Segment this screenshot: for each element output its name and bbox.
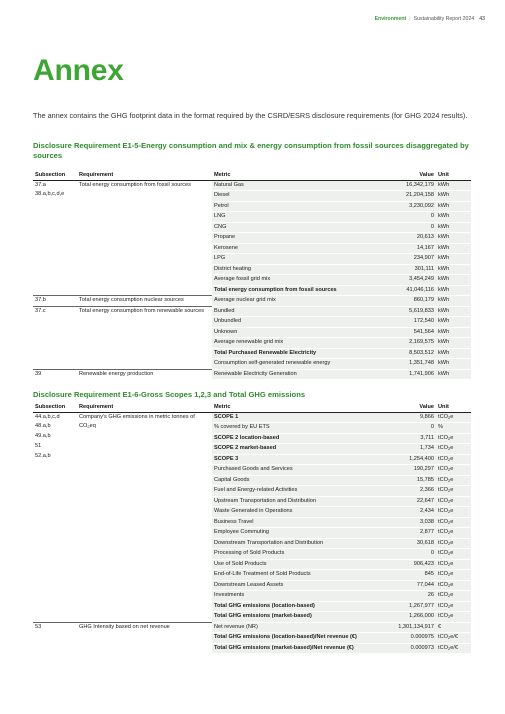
value-cell: 2,877 — [376, 528, 436, 539]
metric-cell: Consumption self-generated renewable energy — [212, 359, 376, 370]
value-cell: 9,866 — [376, 412, 436, 423]
subsection-code: 37.a — [35, 181, 46, 188]
e15-section-title: Disclosure Requirement E1-5-Energy consumption and mix & energy consumption from fossil sources disaggregated by sources — [33, 141, 469, 160]
subsection-cell — [33, 296, 77, 307]
col-value: Value — [376, 170, 436, 180]
value-cell: 41,046,116 — [376, 285, 436, 296]
unit-cell: kWh — [436, 317, 471, 328]
page-header — [375, 16, 485, 22]
unit-cell: kWh — [436, 180, 471, 191]
metric-cell: Downstream Leased Assets — [212, 580, 376, 591]
e16-section-title: Disclosure Requirement E1-6-Gross Scopes 1,2,3 and Total GHG emissions — [33, 390, 306, 399]
col-subsection: Subsection — [33, 170, 77, 180]
subsection-code: 52.a,b — [35, 453, 51, 460]
value-cell: 30,618 — [376, 538, 436, 549]
e16-table — [33, 402, 471, 654]
col-metric: Metric — [212, 170, 376, 180]
table-row — [33, 412, 471, 423]
unit-cell: tCO$_2$e — [436, 454, 471, 465]
metric-cell: Total GHG emissions (location-based)/Net revenue (€) — [212, 633, 376, 644]
metric-cell: CNG — [212, 222, 376, 233]
e16-header-row — [33, 402, 471, 412]
value-cell: 8,503,512 — [376, 348, 436, 359]
metric-cell: Use of Sold Products — [212, 559, 376, 570]
subsection-code: 37.b — [35, 297, 46, 303]
unit-cell: tCO$_2$e — [436, 496, 471, 507]
value-cell: 860,179 — [376, 296, 436, 307]
e15-table — [33, 170, 471, 380]
value-cell: 845 — [376, 570, 436, 581]
unit-cell: % — [436, 423, 471, 434]
requirement-cell: Company's GHG emissions in metric tonnes of $CO_2eq$ — [79, 413, 195, 429]
unit-cell: kWh — [436, 233, 471, 244]
metric-cell: Total energy consumption from fossil sources — [212, 285, 376, 296]
unit-cell: kWh — [436, 201, 471, 212]
subsection-code: 39 — [35, 370, 42, 377]
metric-cell: Unbundled — [212, 317, 376, 328]
value-cell: 0 — [376, 549, 436, 560]
value-cell: 20,613 — [376, 233, 436, 244]
value-cell: 906,423 — [376, 559, 436, 570]
unit-cell: tCO$_2$e — [436, 412, 471, 423]
subsection-code: 51 — [35, 443, 42, 450]
metric-cell: Propane — [212, 233, 376, 244]
metric-cell: Renewable Electricity Generation — [212, 369, 376, 380]
value-cell: 14,167 — [376, 243, 436, 254]
subsection-cell — [33, 622, 77, 654]
metric-cell: Processing of Sold Products — [212, 549, 376, 560]
page-number: 43 — [479, 16, 485, 22]
metric-cell: Average renewable grid mix — [212, 338, 376, 349]
requirement-cell: Total energy consumption nuclear sources — [77, 296, 212, 307]
metric-cell: SCOPE 1 — [212, 412, 376, 423]
unit-cell: kWh — [436, 306, 471, 317]
unit-cell: kWh — [436, 338, 471, 349]
metric-cell: LNG — [212, 212, 376, 223]
value-cell: 3,230,092 — [376, 201, 436, 212]
value-cell: 3,038 — [376, 517, 436, 528]
unit-cell: tCO$_2$e — [436, 570, 471, 581]
value-cell: 1,351,748 — [376, 359, 436, 370]
metric-cell: Downstream Transportation and Distribution — [212, 538, 376, 549]
value-cell: 77,044 — [376, 580, 436, 591]
subsection-cell — [33, 412, 77, 622]
value-cell: 5,619,833 — [376, 306, 436, 317]
unit-cell: kWh — [436, 222, 471, 233]
unit-cell: kWh — [436, 369, 471, 380]
subsection-code: 37.c — [35, 307, 46, 314]
metric-cell: Capital Goods — [212, 475, 376, 486]
table-row — [33, 369, 471, 380]
unit-cell: tCO$_2$e — [436, 580, 471, 591]
value-cell: 0.000975 — [376, 633, 436, 644]
value-cell: 1,254,400 — [376, 454, 436, 465]
value-cell: 26 — [376, 591, 436, 602]
metric-cell: LPG — [212, 254, 376, 265]
value-cell: 1,267,977 — [376, 601, 436, 612]
col-unit: Unit — [436, 402, 471, 412]
unit-cell: kWh — [436, 296, 471, 307]
metric-cell: Net revenue (NR) — [212, 622, 376, 633]
unit-cell: tCO$_2$e/€ — [436, 633, 471, 644]
metric-cell: District heating — [212, 264, 376, 275]
subsection-cell — [33, 180, 77, 296]
value-cell: 1,734 — [376, 444, 436, 455]
value-cell: 2,169,575 — [376, 338, 436, 349]
unit-cell: kWh — [436, 285, 471, 296]
metric-cell: % covered by EU ETS — [212, 423, 376, 434]
requirement-cell: Renewable energy production — [77, 369, 212, 380]
requirement-cell: GHG Intensity based on net revenue — [77, 622, 212, 654]
metric-cell: SCOPE 2 market-based — [212, 444, 376, 455]
metric-cell: Diesel — [212, 191, 376, 202]
metric-cell: Investments — [212, 591, 376, 602]
value-cell: 541,564 — [376, 327, 436, 338]
unit-cell: tCO$_2$e — [436, 538, 471, 549]
value-cell: 2,366 — [376, 486, 436, 497]
metric-cell: SCOPE 2 location-based — [212, 433, 376, 444]
value-cell: 234,907 — [376, 254, 436, 265]
unit-cell: tCO$_2$e — [436, 601, 471, 612]
subsection-code: 53 — [35, 623, 42, 630]
value-cell: 1,266,000 — [376, 612, 436, 623]
metric-cell: Fuel and Energy-related Activities — [212, 486, 376, 497]
header-report: Sustainability Report 2024 — [413, 16, 475, 22]
metric-cell: Total Purchased Renewable Electricity — [212, 348, 376, 359]
subsection-code: 49.a,b — [35, 433, 51, 440]
requirement-cell: Total energy consumption from renewable sources — [77, 306, 212, 369]
metric-cell: Natural Gas — [212, 180, 376, 191]
value-cell: 3,454,249 — [376, 275, 436, 286]
unit-cell: kWh — [436, 327, 471, 338]
value-cell: 22,647 — [376, 496, 436, 507]
col-subsection: Subsection — [33, 402, 77, 412]
value-cell: 0 — [376, 423, 436, 434]
unit-cell: kWh — [436, 191, 471, 202]
unit-cell: tCO$_2$e — [436, 465, 471, 476]
metric-cell: Upstream Transportation and Distribution — [212, 496, 376, 507]
metric-cell: Kerosene — [212, 243, 376, 254]
unit-cell: tCO$_2$e — [436, 444, 471, 455]
metric-cell: Total GHG emissions (market-based)/Net revenue (€) — [212, 643, 376, 654]
unit-cell: kWh — [436, 254, 471, 265]
col-metric: Metric — [212, 402, 376, 412]
metric-cell: Total GHG emissions (location-based) — [212, 601, 376, 612]
unit-cell: tCO$_2$e — [436, 612, 471, 623]
col-requirement: Requirement — [77, 402, 212, 412]
col-value: Value — [376, 402, 436, 412]
unit-cell: kWh — [436, 264, 471, 275]
value-cell: 0 — [376, 222, 436, 233]
unit-cell: kWh — [436, 275, 471, 286]
metric-cell: SCOPE 3 — [212, 454, 376, 465]
unit-cell: tCO$_2$e — [436, 507, 471, 518]
value-cell: 1,301,134,917 — [376, 622, 436, 633]
page-title: Annex — [33, 54, 124, 87]
value-cell: 21,204,158 — [376, 191, 436, 202]
value-cell: 3,711 — [376, 433, 436, 444]
value-cell: 15,785 — [376, 475, 436, 486]
value-cell: 16,342,179 — [376, 180, 436, 191]
unit-cell: tCO$_2$e — [436, 549, 471, 560]
unit-cell: kWh — [436, 243, 471, 254]
value-cell: 0.000973 — [376, 643, 436, 654]
subsection-code: 44.a,b,c,d — [35, 413, 60, 420]
unit-cell: tCO$_2$e — [436, 433, 471, 444]
unit-cell: tCO$_2$e — [436, 559, 471, 570]
unit-cell: tCO$_2$e/€ — [436, 643, 471, 654]
col-requirement: Requirement — [77, 170, 212, 180]
metric-cell: End-of-Life Treatment of Sold Products — [212, 570, 376, 581]
metric-cell: Average nuclear grid mix — [212, 296, 376, 307]
unit-cell: tCO$_2$e — [436, 591, 471, 602]
unit-cell: kWh — [436, 348, 471, 359]
subsection-code: 38.a,b,c,d,e — [35, 191, 65, 198]
value-cell: 190,297 — [376, 465, 436, 476]
metric-cell: Purchased Goods and Services — [212, 465, 376, 476]
e15-header-row — [33, 170, 471, 180]
metric-cell: Petrol — [212, 201, 376, 212]
metric-cell: Waste Generated in Operations — [212, 507, 376, 518]
unit-cell: tCO$_2$e — [436, 475, 471, 486]
intro-paragraph: The annex contains the GHG footprint data in the format required by the CSRD/ESRS disclosure requirements (for GHG 2024 results). — [33, 111, 468, 120]
header-divider: | — [409, 16, 411, 22]
col-unit: Unit — [436, 170, 471, 180]
subsection-cell — [33, 369, 77, 380]
unit-cell: tCO$_2$e — [436, 486, 471, 497]
metric-cell: Bundled — [212, 306, 376, 317]
metric-cell: Business Travel — [212, 517, 376, 528]
value-cell: 172,540 — [376, 317, 436, 328]
metric-cell: Average fossil grid mix — [212, 275, 376, 286]
table-row — [33, 180, 471, 191]
table-row — [33, 306, 471, 317]
unit-cell: kWh — [436, 212, 471, 223]
metric-cell: Employee Commuting — [212, 528, 376, 539]
unit-cell: kWh — [436, 359, 471, 370]
metric-cell: Unknown — [212, 327, 376, 338]
table-row — [33, 296, 471, 307]
subsection-cell — [33, 306, 77, 369]
header-section: Environment — [374, 16, 407, 22]
value-cell: 301,111 — [376, 264, 436, 275]
subsection-code: 48.a,b — [35, 423, 51, 430]
value-cell: 0 — [376, 212, 436, 223]
value-cell: 1,741,906 — [376, 369, 436, 380]
unit-cell: tCO$_2$e — [436, 528, 471, 539]
metric-cell: Total GHG emissions (market-based) — [212, 612, 376, 623]
table-row — [33, 622, 471, 633]
requirement-cell: Total energy consumption from fossil sources — [79, 181, 191, 188]
unit-cell: € — [436, 622, 471, 633]
unit-cell: tCO$_2$e — [436, 517, 471, 528]
value-cell: 2,434 — [376, 507, 436, 518]
